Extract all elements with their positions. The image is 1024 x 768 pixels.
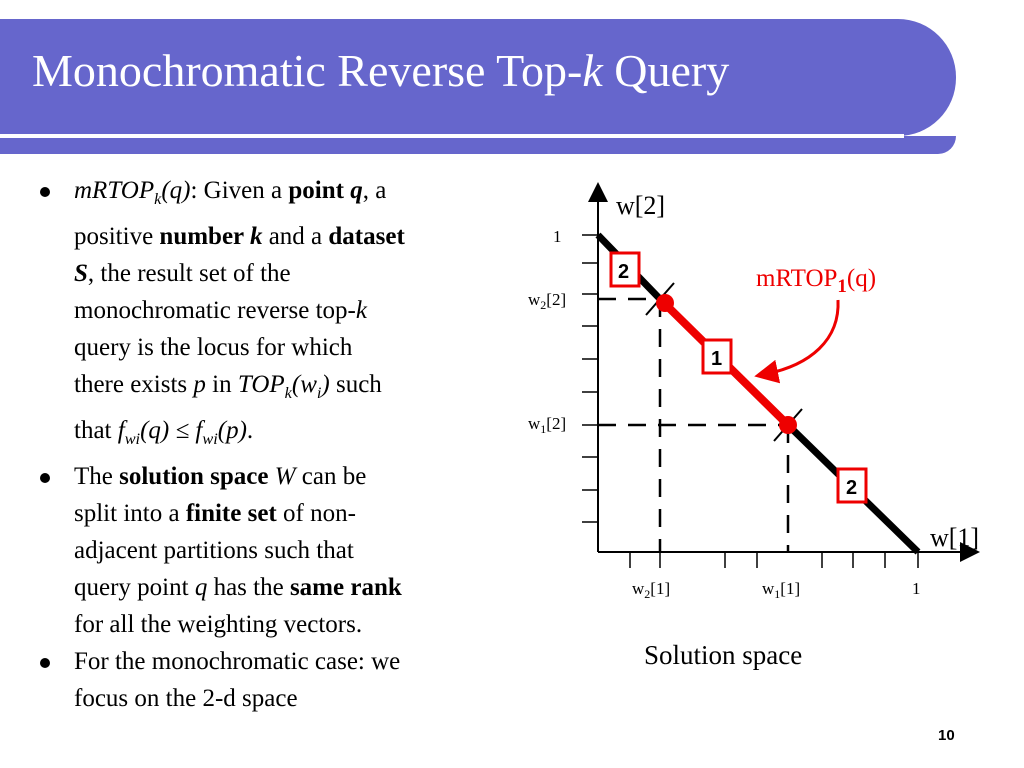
text-segment: in [205, 371, 238, 398]
bullet-line [74, 643, 530, 680]
text-segment: For the monochromatic case: we [74, 648, 401, 675]
partition-box-top [611, 253, 639, 286]
bullet-list [30, 172, 530, 717]
text-segment: (w [291, 371, 317, 398]
text-segment: solution space [119, 463, 275, 490]
text-segment: number [159, 223, 250, 250]
x-tick-label-w2: $w_2[1]$ [632, 579, 671, 601]
bullet-line [74, 366, 530, 412]
text-segment: k [355, 297, 367, 324]
y-tick-label-w1: $w_1[2]$ [528, 414, 567, 436]
bullet-dot-icon [40, 658, 50, 668]
text-segment: S [74, 260, 88, 287]
text-segment: that [74, 417, 118, 444]
bullet-line [74, 172, 530, 218]
text-segment: of non- [276, 500, 356, 527]
text-segment: q [194, 574, 208, 601]
text-segment: query is the locus for which [74, 334, 353, 361]
text-segment: wi [202, 430, 218, 448]
bullet-item [30, 643, 530, 717]
text-segment: has the [207, 574, 290, 601]
bullet-line [74, 569, 530, 606]
bullet-line [74, 606, 530, 643]
title-end: Query [602, 45, 730, 96]
page-number: 10 [938, 727, 955, 744]
bullet-item [30, 458, 530, 643]
text-segment: (q) [161, 177, 191, 204]
bullet-line [74, 255, 530, 292]
bullet-item [30, 172, 530, 458]
x-tick-label-1: 1 [912, 579, 921, 598]
text-segment: for all the weighting vectors. [74, 611, 363, 638]
text-segment: q [350, 177, 363, 204]
slide-title [32, 45, 730, 96]
text-segment: adjacent partitions such that [74, 537, 354, 564]
bullet-line [74, 458, 530, 495]
text-segment: same rank [289, 574, 402, 601]
annotation-arrow [766, 300, 838, 374]
text-segment: can be [295, 463, 367, 490]
text-segment: such [329, 371, 382, 398]
boundary-point-w1 [779, 416, 797, 434]
text-segment: query point [74, 574, 195, 601]
text-segment: k [249, 223, 263, 250]
bullet-line [74, 329, 530, 366]
text-segment: : Given a [190, 177, 289, 204]
text-segment: mRTOP [74, 177, 155, 204]
text-segment: focus on the 2-d space [74, 685, 298, 712]
y-tick-label-1: 1 [553, 227, 562, 246]
partition-box-bottom [838, 469, 866, 502]
partition-box-middle [703, 340, 731, 373]
text-segment: monochromatic reverse top- [74, 297, 356, 324]
title-main: Monochromatic Reverse Top- [32, 45, 583, 96]
text-segment: , the result set of the [87, 260, 291, 287]
bullet-line [74, 292, 530, 329]
text-segment: i [316, 384, 322, 402]
text-segment: (q) ≤ f [140, 417, 203, 444]
text-segment: there exists [74, 371, 194, 398]
text-segment: (p) [217, 417, 247, 444]
bullet-line [74, 495, 530, 532]
y-tick-label-w2: $w_2[2]$ [528, 290, 567, 312]
text-segment: point [288, 177, 351, 204]
title-k: k [582, 45, 603, 96]
text-segment: f [117, 417, 125, 444]
bullet-line [74, 412, 530, 458]
mrtop-annotation: mRTOP$_1$(q) [756, 265, 877, 297]
y-axis-ticks [582, 235, 598, 522]
partition-box-top-label: 2 [618, 261, 630, 283]
boundary-point-w2 [656, 294, 674, 312]
bullet-line [74, 532, 530, 569]
text-segment: TOP [237, 371, 285, 398]
x-axis-ticks [630, 552, 918, 568]
bullet-dot-icon [40, 473, 50, 483]
text-segment: k [154, 190, 162, 208]
x-axis-label: w[1] [930, 523, 980, 552]
y-axis-label: w[2] [616, 191, 666, 220]
partition-box-bottom-label: 2 [846, 477, 858, 499]
text-segment: dataset [328, 223, 405, 250]
text-segment: k [284, 384, 292, 402]
text-segment: W [274, 463, 296, 490]
text-segment: split into a [74, 500, 186, 527]
text-segment: positive [74, 223, 160, 250]
text-segment: wi [124, 430, 141, 448]
x-tick-label-w1: $w_1[1]$ [762, 579, 801, 601]
text-segment: , a [362, 177, 387, 204]
title-underline [0, 134, 904, 138]
text-segment: and a [262, 223, 329, 250]
text-segment: p [193, 371, 206, 398]
bullet-line [74, 680, 530, 717]
bullet-dot-icon [40, 187, 50, 197]
text-segment: The [74, 463, 120, 490]
solution-space-diagram [520, 170, 1000, 610]
partition-box-middle-label: 1 [711, 348, 723, 370]
title-bar-tail [0, 136, 956, 154]
text-segment: ) [321, 371, 330, 398]
text-segment: finite set [185, 500, 277, 527]
diagram-caption: Solution space [644, 640, 803, 670]
bullet-line [74, 218, 530, 255]
text-segment: . [246, 417, 254, 444]
